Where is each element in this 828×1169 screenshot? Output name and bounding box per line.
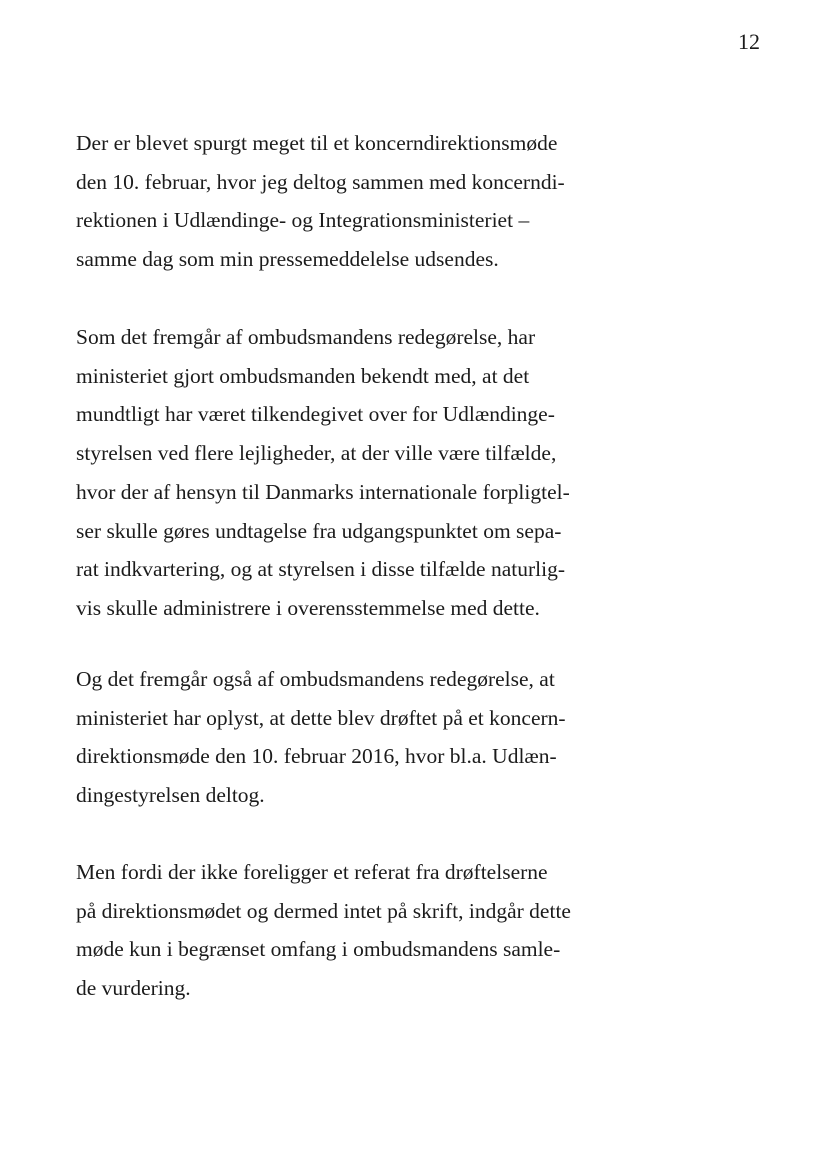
- text-line: Men fordi der ikke foreligger et referat fra drøftelserne: [76, 860, 548, 884]
- text-line: hvor der af hensyn til Danmarks internationale forpligtel-: [76, 479, 570, 504]
- text-line: Og det fremgår også af ombudsmandens redegørelse, at: [76, 667, 555, 691]
- text-line: ministeriet gjort ombudsmanden bekendt med, at det: [76, 363, 530, 388]
- text-line: direktionsmøde den 10. februar 2016, hvor bl.a. Udlæn-: [76, 744, 557, 769]
- text-line: mundtligt har været tilkendegivet over for Udlændinge-: [76, 402, 555, 427]
- text-line: ministeriet har oplyst, at dette blev drøftet på et koncern-: [76, 705, 566, 730]
- paragraph-4: [76, 853, 636, 1008]
- text-line: Som det fremgår af ombudsmandens redegørelse, har: [76, 325, 536, 349]
- text-line: den 10. februar, hvor jeg deltog sammen med koncerndi-: [76, 169, 565, 194]
- text-line: møde kun i begrænset omfang i ombudsmandens samle-: [76, 937, 561, 962]
- page-number: 12: [738, 29, 760, 54]
- paragraph-3: [76, 660, 636, 815]
- paragraph-1: [76, 124, 636, 279]
- paragraph-2: [76, 318, 636, 628]
- text-line: Der er blevet spurgt meget til et koncerndirektionsmøde: [76, 131, 558, 155]
- text-line: de vurdering.: [76, 976, 191, 1001]
- text-line: på direktionsmødet og dermed intet på skrift, indgår dette: [76, 898, 571, 923]
- text-line: rektionen i Udlændinge- og Integrationsministeriet –: [76, 208, 530, 233]
- text-line: ser skulle gøres undtagelse fra udgangspunktet om sepa-: [76, 518, 562, 543]
- text-line: vis skulle administrere i overensstemmelse med dette.: [76, 595, 540, 620]
- text-line: dingestyrelsen deltog.: [76, 783, 265, 808]
- text-line: samme dag som min pressemeddelelse udsendes.: [76, 247, 499, 272]
- text-line: rat indkvartering, og at styrelsen i disse tilfælde naturlig-: [76, 557, 566, 582]
- text-line: styrelsen ved flere lejligheder, at der ville være tilfælde,: [76, 441, 557, 466]
